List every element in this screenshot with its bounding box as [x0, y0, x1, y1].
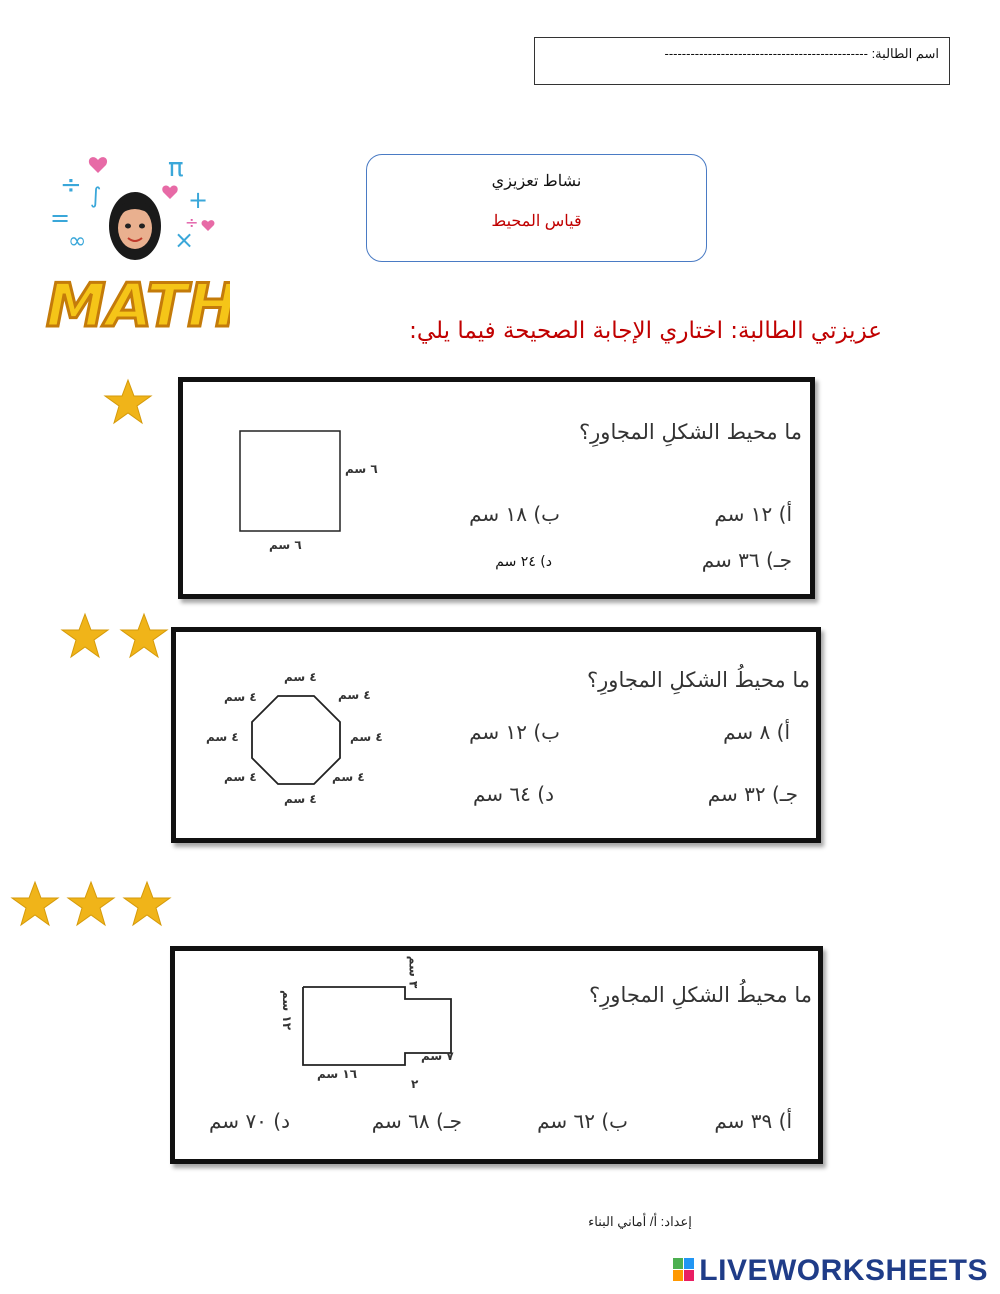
shape-label: ٤ سم: [332, 770, 365, 784]
shape-label: ٧ سم: [421, 1049, 454, 1063]
answer-option-c[interactable]: جـ) ٣٢ سم: [707, 782, 798, 806]
title-box: [366, 154, 707, 262]
question-title: ما محيطُ الشكلِ المجاورِ؟: [587, 668, 810, 692]
worksheet-title: نشاط تعزيزي: [491, 173, 582, 190]
answer-option-b[interactable]: ب) ١٢ سم: [469, 720, 560, 744]
answer-option-a[interactable]: أ) ٣٩ سم: [714, 1109, 792, 1133]
question-card-2: [171, 627, 821, 843]
shape-label: ٣ سم: [406, 955, 421, 989]
student-name-field[interactable]: اسم الطالبة: -----------------------------------------------: [534, 37, 950, 85]
math-avatar-icon: [40, 148, 230, 338]
shape-label: ٢: [411, 1077, 419, 1091]
question-card-3: [170, 946, 823, 1164]
liveworksheets-logo: [673, 1254, 988, 1288]
shape-label: ٦ سم: [269, 538, 302, 552]
square-shape: [235, 426, 345, 536]
question-title: ما محيط الشكلِ المجاورِ؟: [579, 420, 802, 444]
svg-text:∫: ∫: [90, 184, 102, 209]
answer-option-c[interactable]: جـ) ٣٦ سم: [701, 548, 792, 572]
shape-label: ٤ سم: [350, 730, 383, 744]
star-icon: [122, 880, 172, 928]
answer-option-a[interactable]: أ) ١٢ سم: [714, 502, 792, 526]
shape-label: ٤ سم: [206, 730, 239, 744]
answer-option-d[interactable]: د) ٢٤ سم: [495, 554, 552, 570]
shape-label: ٤ سم: [224, 690, 257, 704]
star-icon: [10, 880, 60, 928]
worksheet-subtitle: قياس المحيط: [491, 213, 582, 230]
compound-shape: [297, 981, 457, 1081]
question-card-1: [178, 377, 815, 599]
svg-text:∞: ∞: [68, 229, 87, 254]
svg-text:÷: ÷: [185, 213, 199, 232]
answer-option-b[interactable]: ب) ٦٢ سم: [537, 1109, 628, 1133]
shape-label: ٤ سم: [284, 670, 317, 684]
star-icon: [119, 612, 169, 660]
brand-text: LIVEWORKSHEETS: [699, 1254, 988, 1287]
author-credit: إعداد: أ/ أماني البناء: [588, 1214, 692, 1229]
shape-label: ٦ سم: [345, 462, 378, 476]
svg-text:+: +: [188, 186, 209, 214]
svg-text:π: π: [168, 153, 184, 183]
answer-option-d[interactable]: د) ٧٠ سم: [209, 1109, 290, 1133]
star-icon: [103, 378, 153, 426]
answer-option-a[interactable]: أ) ٨ سم: [723, 720, 790, 744]
shape-label: ٤ سم: [224, 770, 257, 784]
answer-option-c[interactable]: جـ) ٦٨ سم: [371, 1109, 462, 1133]
shape-label: ٤ سم: [284, 792, 317, 806]
shape-label: ٤ سم: [338, 688, 371, 702]
answer-option-d[interactable]: د) ٦٤ سم: [473, 782, 554, 806]
svg-text:÷: ÷: [60, 170, 82, 200]
star-icon: [60, 612, 110, 660]
liveworksheets-badge-icon: [673, 1258, 695, 1282]
shape-label: ١٢ سم: [280, 989, 295, 1031]
question-title: ما محيطُ الشكلِ المجاورِ؟: [589, 983, 812, 1007]
shape-label: ١٦ سم: [317, 1067, 358, 1081]
star-icon: [66, 880, 116, 928]
octagon-shape: [248, 692, 344, 788]
answer-option-b[interactable]: ب) ١٨ سم: [469, 502, 560, 526]
instruction-text: عزيزتي الطالبة: اختاري الإجابة الصحيحة فيما يلي:: [409, 318, 882, 344]
svg-text:×: ×: [174, 226, 195, 254]
svg-text:MATH: MATH: [46, 271, 230, 338]
svg-text:=: =: [50, 204, 71, 232]
